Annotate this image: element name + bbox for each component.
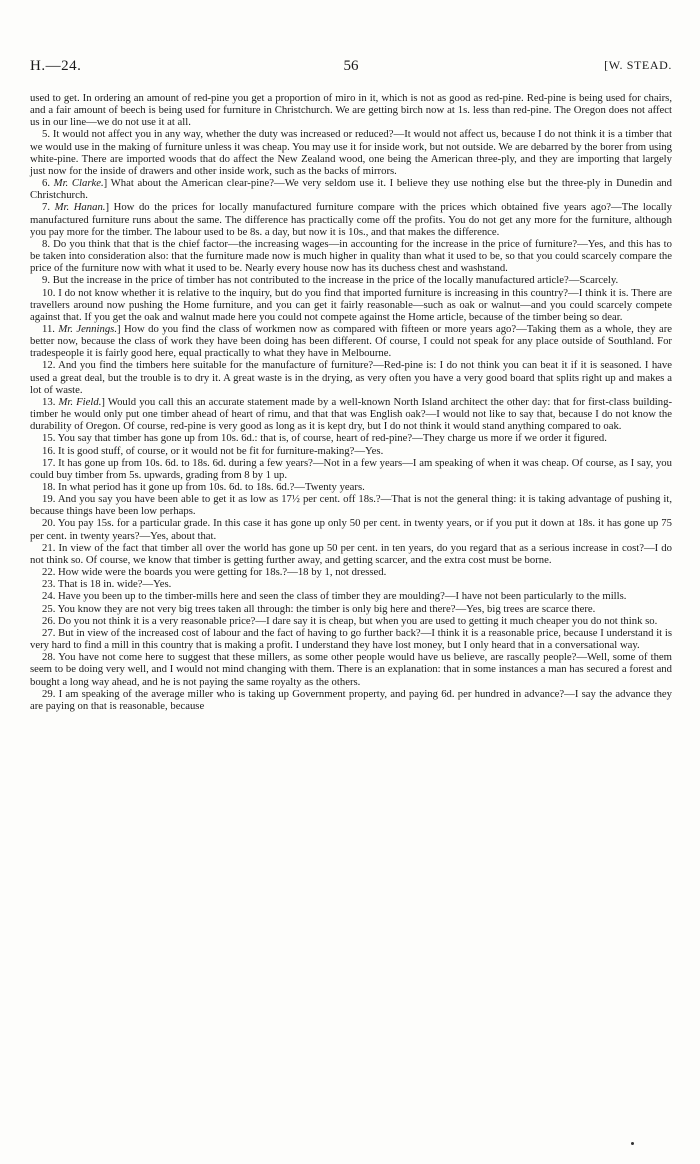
testimony-paragraph [30, 517, 672, 541]
testimony-paragraph [30, 651, 672, 687]
testimony-paragraph [30, 238, 672, 274]
question-number: 13. [42, 395, 59, 408]
testimony-paragraph [30, 274, 672, 286]
testimony-text: ] What about the American clear-pine?—We very seldom use it. I believe they use nothing else but the three-ply in Dunedin and Christchurch. [30, 177, 672, 202]
question-number: 17. [42, 456, 59, 469]
testimony-paragraph [30, 688, 672, 712]
questioner-name: Mr. Field. [58, 395, 102, 408]
testimony-text: Have you been up to the timber-mills here and seen the class of timber they are moulding?—I have not been particularly to the mills. [58, 590, 627, 603]
testimony-paragraph [30, 201, 672, 237]
testimony-paragraph [30, 481, 672, 493]
testimony-paragraph [30, 128, 672, 177]
question-number: 6. [42, 177, 54, 190]
testimony-paragraph [30, 457, 672, 481]
testimony-text: In what period has it gone up from 10s. 6d. to 18s. 6d.?—Twenty years. [58, 481, 365, 493]
testimony-text: It would not affect you in any way, whether the duty was increased or reduced?—It would not affect us, because I do not think it is a timber that we would use in the making of furniture unless it was cheap. You may use it for inside work, but not outside. We are debarred by the borer from using white-pine. There are imported woods that do affect the New Zealand wood, one being the American three-ply, and they are importing that largely just now for the inside of drawers and other inside work, such as the backs of mirrors. [30, 128, 673, 177]
testimony-text: That is 18 in. wide?—Yes. [57, 578, 172, 591]
testimony-paragraph [30, 323, 672, 359]
testimony-text: It is good stuff, of course, or it would not be fit for furniture-making?—Yes. [58, 444, 384, 457]
witness-name: [W. STEAD. [604, 58, 672, 72]
testimony-text: And you find the timbers here suitable for the manufacture of furniture?—Red-pine is: I do not think you can beat it if it is seasoned. I have used a great deal, but the trouble is to dry it. A great waste is in the drying, as very often you have a very good board that splits right up and makes a lot of waste. [30, 359, 672, 396]
question-number: 9. [42, 274, 53, 287]
testimony-paragraph [30, 445, 672, 457]
report-reference: H.—24. [30, 58, 82, 74]
question-number: 21. [42, 541, 59, 554]
question-number: 29. [42, 687, 59, 700]
testimony-paragraph [30, 590, 672, 602]
questioner-name: Mr. Clarke. [53, 177, 104, 190]
testimony-paragraph [30, 603, 672, 615]
testimony-text: In view of the fact that timber all over the world has gone up 50 per cent. in ten years, do you regard that as a serious increase in cost?—I do not think so. Of course, we know that timber is getting further away, and getting scarcer, and the extra cost must be borne. [30, 541, 672, 566]
testimony-paragraph [30, 432, 672, 444]
testimony-text: ] How do you find the class of workmen now as compared with fifteen or more years ago?—Taking them as a whole, they are better now, because the class of work they have been doing has been different. Of course, I could not speak for any place outside of Southland. For tradespeople it is fairly good here, equal practically to what they have in Melbourne. [30, 322, 672, 360]
question-number: 24. [42, 590, 59, 603]
testimony-text: Do you think that that is the chief factor—the increasing wages—in accounting for the increase in the price of furniture?—Yes, and this has to be taken into consideration also: that the furniture made now is much higher in quality than what it used to be, so that you could scarcely compare the price of the furniture now with what it used to be. Nearly every house now has its duchess chest and washstand. [30, 237, 672, 275]
question-number: 25. [42, 602, 58, 615]
question-number: 27. [42, 626, 59, 639]
testimony-text: I am speaking of the average miller who is taking up Government property, and paying 6d. per hundred in advance?—I say the advance they are paying on that is reasonable, because [30, 687, 672, 712]
testimony-text: I do not know whether it is relative to the inquiry, but do you find that imported furniture is increasing in this country?—I think it is. There are travellers around now pushing the Home furniture, and you can get it fairly reasonable—such as oak or walnut—and you could scarcely compete against that. If you get the oak and walnut made here you could not compete against the Home article, because of the timber being so dear. [30, 286, 673, 323]
testimony-paragraph [30, 493, 672, 517]
evidence-text [30, 92, 672, 712]
print-mark [631, 1142, 634, 1145]
question-number: 10. [42, 286, 59, 299]
question-number: 15. [42, 432, 58, 445]
testimony-text: You know they are not very big trees taken all through: the timber is only big here and there?—Yes, big trees are scarce there. [57, 602, 596, 615]
question-number: 20. [42, 517, 58, 530]
question-number: 23. [42, 578, 58, 591]
question-number: 22. [42, 566, 59, 579]
question-number: 16. [42, 444, 59, 457]
question-number: 28. [42, 651, 59, 664]
page-header [30, 58, 672, 82]
page-number: 56 [343, 58, 359, 74]
testimony-paragraph [30, 615, 672, 627]
testimony-paragraph [30, 566, 672, 578]
testimony-text: You pay 15s. for a particular grade. In this case it has gone up only 50 per cent. in twenty years, or if you put it down at 18s. it has gone up 75 per cent. in twenty years?—Yes, about that. [30, 517, 672, 542]
question-number: 26. [42, 614, 59, 627]
question-number: 11. [42, 322, 59, 335]
testimony-text: ] Would you call this an accurate statement made by a well-known North Island architect the other day: that for first-class building-timber he would only put one timber ahead of heart of rimu, and that that was English oak?—I would not like to say that, because I do not know the durability of Oregon. Of course, red-pine is very good as long as it is kept dry, but I do not think it would stand anything compared to oak. [30, 395, 673, 433]
testimony-paragraph [30, 396, 672, 432]
questioner-name: Mr. Jennings. [58, 322, 117, 335]
questioner-name: Mr. Hanan. [54, 201, 106, 214]
testimony-text: You say that timber has gone up from 10s. 6d.: that is, of course, heart of red-pine?—They charge us more if we order it figured. [57, 432, 607, 445]
testimony-paragraph [30, 92, 672, 128]
testimony-text: You have not come here to suggest that these millers, as some other people would have us believe, are rascally people?—Well, some of them seem to be doing very well, and I would not mind changing with them. There is an explanation: that in some instances a man has secured a forest and bought a long way ahead, and he is not paying the same royalty as the others. [30, 651, 672, 688]
question-number: 5. [42, 128, 53, 141]
testimony-paragraph [30, 287, 672, 323]
testimony-text: But in view of the increased cost of labour and the fact of having to go further back?—I think it is a reasonable price, because I understand it is very hard to find a mill in this country that is making a profit. I understand they have lost money, but I only heard that in a conversational way. [30, 626, 673, 652]
question-number: 12. [42, 359, 59, 372]
testimony-paragraph [30, 578, 672, 590]
testimony-paragraph [30, 177, 672, 201]
question-number: 18. [42, 481, 59, 493]
testimony-paragraph [30, 542, 672, 566]
testimony-text: Do you not think it is a very reasonable price?—I dare say it is cheap, but when you are used to getting it much cheaper you do not think so. [58, 614, 658, 627]
testimony-paragraph [30, 627, 672, 651]
testimony-text: How wide were the boards you were getting for 18s.?—18 by 1, not dressed. [58, 566, 387, 579]
testimony-text: But the increase in the price of timber has not contributed to the increase in the price of the locally manufactured article?—Scarcely. [52, 274, 619, 287]
testimony-text: ] How do the prices for locally manufactured furniture compare with the prices which obtained five years ago?—The locally manufactured furniture runs about the same. The difference has practically come off the profits. You do not get any more for the furniture, although you pay more for the timber. The labour used to be 8s. a day, but now it is 10s., and that makes the difference. [30, 201, 672, 238]
testimony-text: used to get. In ordering an amount of red-pine you get a proportion of miro in it, which is not as good as red-pine. Red-pine is being used for chairs, and a fair amount of beech is being used for furniture in Christchurch. We are getting birch now at 1s. less than red-pine. The Oregon does not affect us in our line—we do not use it at all. [30, 92, 672, 129]
question-number: 8. [42, 237, 54, 250]
testimony-paragraph [30, 359, 672, 395]
question-number: 19. [42, 493, 58, 506]
question-number: 7. [42, 201, 55, 214]
testimony-text: And you say you have been able to get it as low as 17½ per cent. off 18s.?—That is not the general thing: it is taking advantage of pushing it, because things have been low perhaps. [30, 493, 672, 518]
testimony-text: It has gone up from 10s. 6d. to 18s. 6d. during a few years?—Not in a few years—I am speaking of when it was cheap. Of course, as I say, you could buy timber from 5s. upwards, grading from 8 by 1 up. [30, 456, 672, 481]
